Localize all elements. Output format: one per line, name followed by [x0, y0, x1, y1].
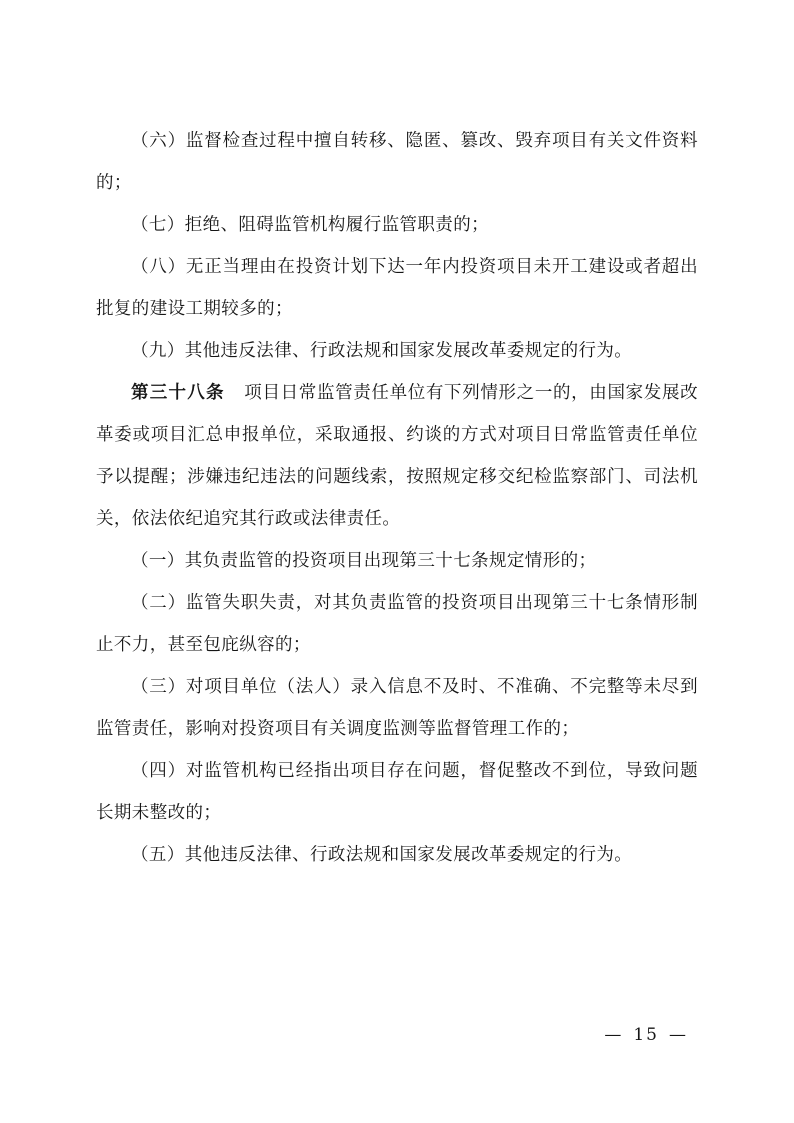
sub-clause-1: （一）其负责监管的投资项目出现第三十七条规定情形的； — [131, 551, 597, 571]
page-footer — [0, 1025, 698, 1045]
footer-right-dash: — — [669, 1025, 688, 1045]
sub-clause-3: （三）对项目单位（法人）录入信息不及时、不准确、不完整等未尽到监管责任，影响对投资项目有关调度监测等监督管理工作的； — [96, 677, 698, 739]
sub-clause-5: （五）其他违反法律、行政法规和国家发展改革委规定的行为。 — [131, 845, 633, 865]
clause-item-6: （六）监督检查过程中擅自转移、隐匿、篡改、毁弃项目有关文件资料的； — [96, 131, 698, 193]
page-number: 15 — [633, 1025, 659, 1045]
sub-clause-4: （四）对监管机构已经指出项目存在问题，督促整改不到位，导致问题长期未整改的； — [96, 761, 698, 823]
article-38-text: 项目日常监管责任单位有下列情形之一的，由国家发展改革委或项目汇总申报单位，采取通报、约谈的方式对项目日常监管责任单位予以提醒；涉嫌违纪违法的问题线索，按照规定移交纪检监察部门、司法机关，依法依纪追究其行政或法律责任。 — [96, 383, 699, 529]
clause-item-8: （八）无正当理由在投资计划下达一年内投资项目未开工建设或者超出批复的建设工期较多的； — [96, 257, 698, 319]
article-38-paragraph — [96, 372, 698, 540]
sub-clause-2: （二）监管失职失责，对其负责监管的投资项目出现第三十七条情形制止不力，甚至包庇纵容的； — [96, 593, 698, 655]
article-38-label: 第三十八条 — [131, 383, 225, 403]
clause-item-9: （九）其他违反法律、行政法规和国家发展改革委规定的行为。 — [131, 341, 633, 361]
clause-item-7: （七）拒绝、阻碍监管机构履行监管职责的； — [131, 215, 489, 235]
document-body — [96, 120, 698, 876]
footer-left-dash: — — [604, 1025, 624, 1045]
